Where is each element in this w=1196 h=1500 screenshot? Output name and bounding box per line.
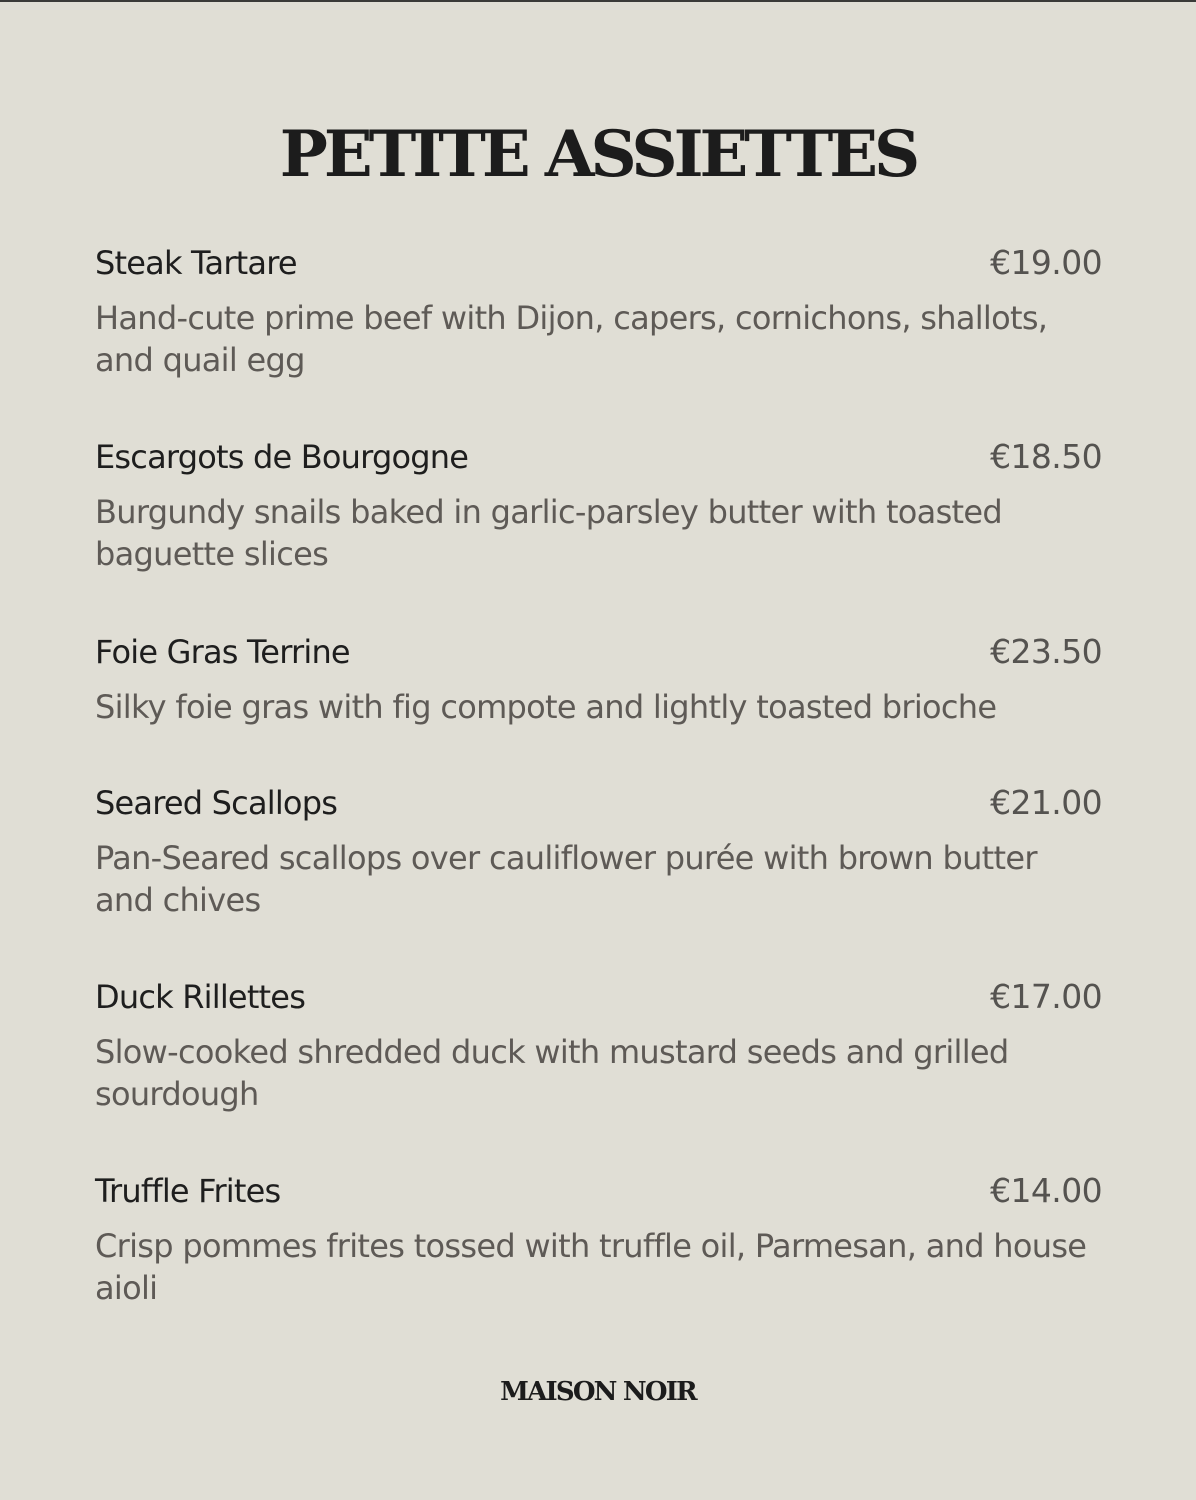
menu-item-name: Foie Gras Terrine	[95, 633, 350, 671]
menu-item-header	[95, 783, 1102, 823]
menu-item-price: €23.50	[990, 632, 1102, 671]
menu-item	[95, 783, 1102, 921]
menu-item-description: Pan-Seared scallops over cauliflower purée with brown butter and chives	[95, 839, 1037, 919]
restaurant-name: MAISON NOIR	[500, 1377, 696, 1407]
menu-item	[95, 977, 1102, 1115]
menu-item-price: €17.00	[990, 977, 1102, 1016]
menu-title: PETITE ASSIETTES	[279, 117, 917, 192]
menu-item-header	[95, 632, 1102, 672]
menu-item-header	[95, 437, 1102, 477]
menu-item-name: Steak Tartare	[95, 244, 297, 282]
menu-item-price: €19.00	[990, 243, 1102, 282]
menu-item-price: €14.00	[990, 1171, 1102, 1210]
menu-item-description: Burgundy snails baked in garlic-parsley butter with toasted baguette slices	[95, 493, 1002, 573]
menu-item	[95, 437, 1102, 575]
menu-item-price: €21.00	[990, 783, 1102, 822]
menu-item-name: Duck Rillettes	[95, 978, 306, 1016]
menu-item-description: Crisp pommes frites tossed with truffle oil, Parmesan, and house aioli	[95, 1227, 1087, 1307]
menu-item-price: €18.50	[990, 437, 1102, 476]
menu-item-header	[95, 1171, 1102, 1211]
menu-item	[95, 243, 1102, 381]
menu-item-description: Slow-cooked shredded duck with mustard seeds and grilled sourdough	[95, 1033, 1009, 1113]
menu-item-name: Truffle Frites	[95, 1172, 281, 1210]
menu-item-description: Silky foie gras with fig compote and lightly toasted brioche	[95, 688, 997, 726]
menu-item-name: Escargots de Bourgogne	[95, 438, 469, 476]
menu-item-header	[95, 977, 1102, 1017]
menu-item-description: Hand-cute prime beef with Dijon, capers, cornichons, shallots, and quail egg	[95, 299, 1048, 379]
menu-item	[95, 632, 1102, 728]
menu-item	[95, 1171, 1102, 1309]
menu-item-header	[95, 243, 1102, 283]
menu-item-name: Seared Scallops	[95, 784, 338, 822]
